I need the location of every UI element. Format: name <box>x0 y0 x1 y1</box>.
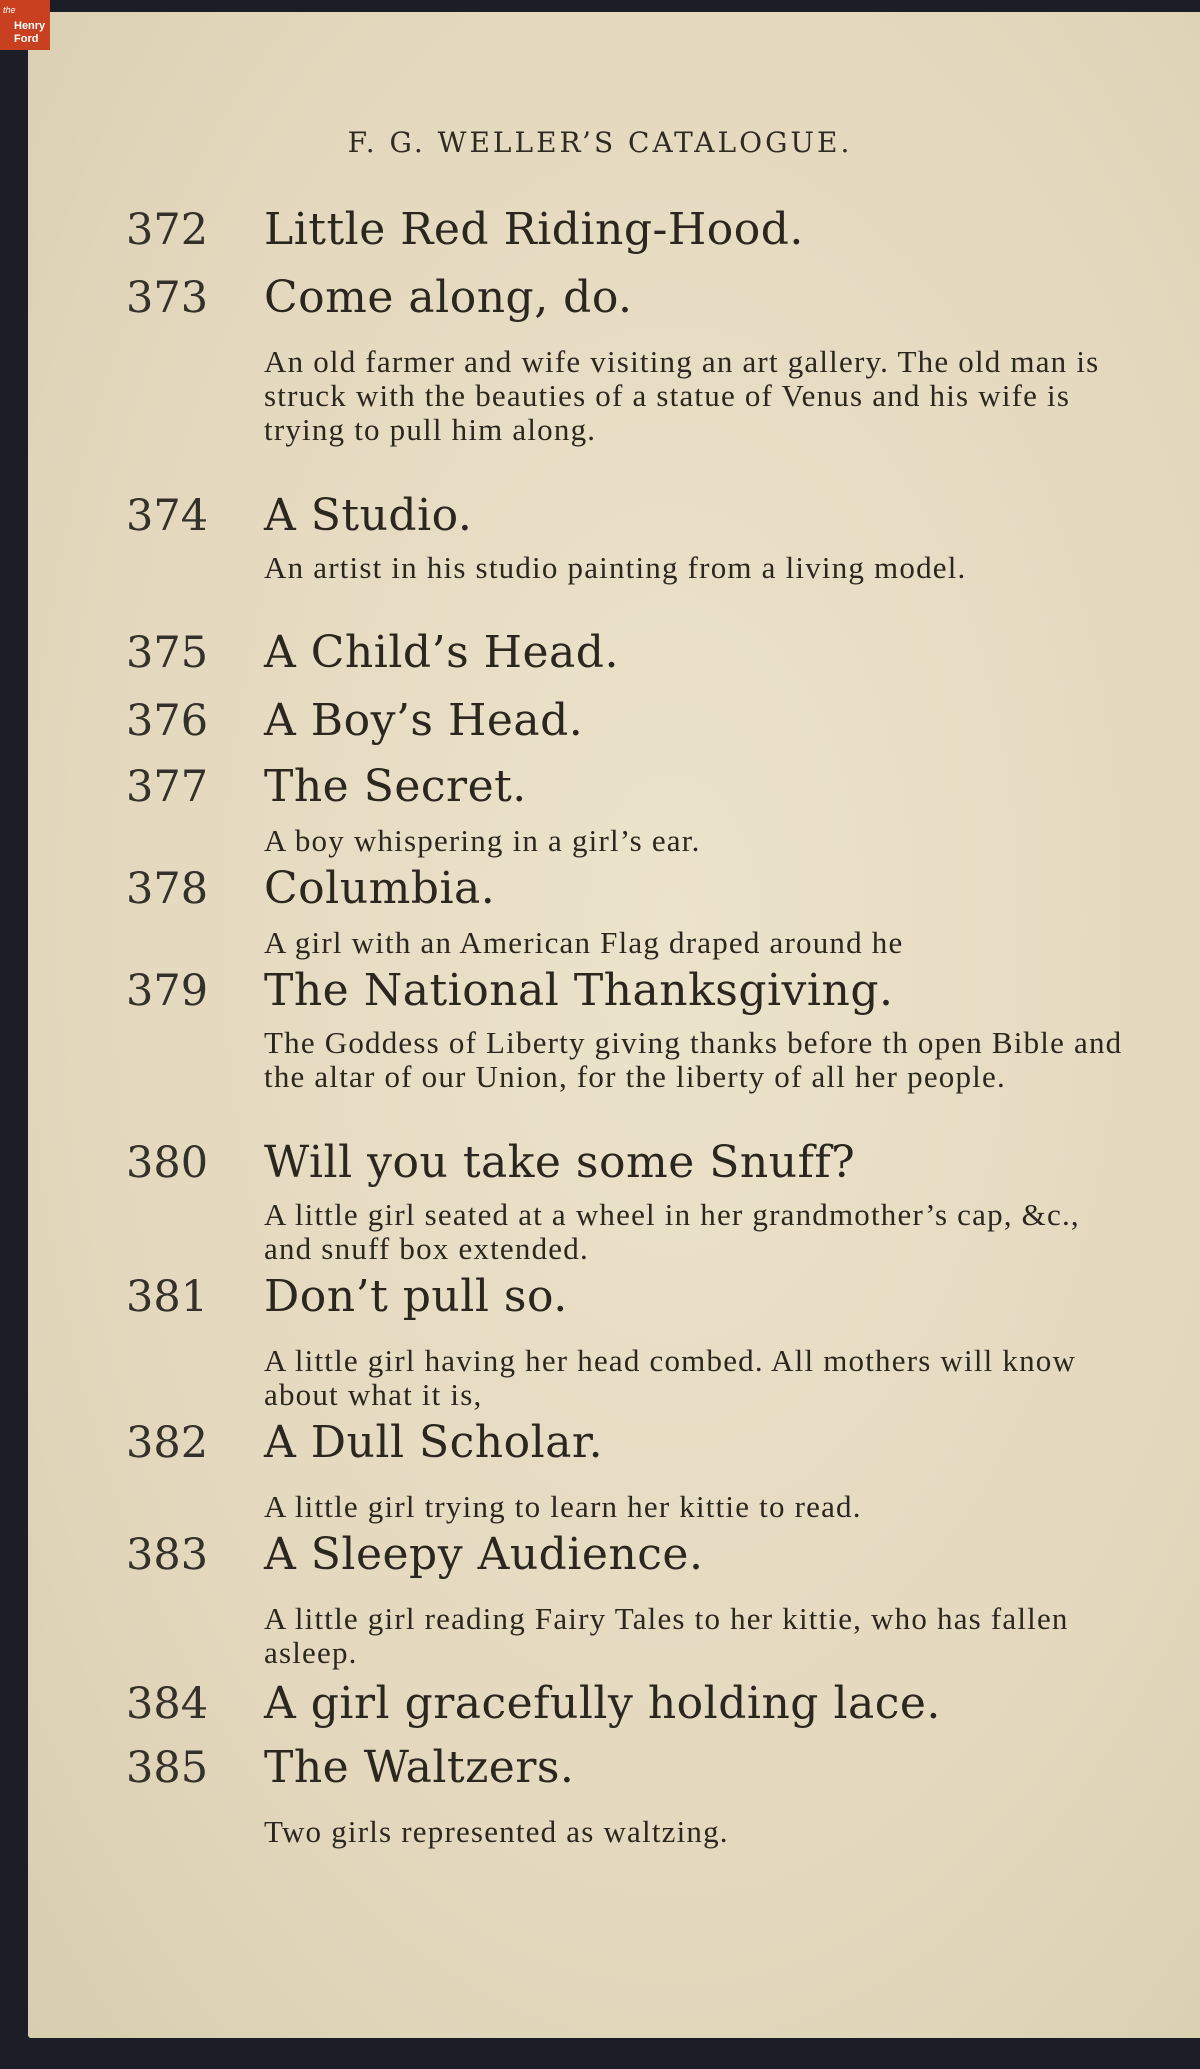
entry-number: 377 <box>126 762 209 812</box>
entry-description: Two girls represented as waltzing. <box>264 1814 729 1849</box>
entry-number: 383 <box>126 1530 209 1580</box>
entry-number: 376 <box>126 696 209 746</box>
entry-title: Columbia. <box>264 863 496 914</box>
entry-number: 373 <box>126 273 209 323</box>
entry-number: 384 <box>126 1679 209 1729</box>
entry-title: A girl gracefully holding lace. <box>264 1678 941 1729</box>
entry-number: 375 <box>126 628 209 678</box>
entry-description: A little girl seated at a wheel in her grandmother’s cap, &c., and snuff box extended. <box>264 1197 1080 1266</box>
logo-text-the: the <box>3 5 16 15</box>
entry-number: 379 <box>126 966 209 1016</box>
entry-description: A little girl trying to learn her kittie to read. <box>264 1489 862 1524</box>
logo-text-henry: Henry <box>14 20 46 32</box>
entry-number: 378 <box>126 864 209 914</box>
entry-number: 374 <box>126 491 209 541</box>
entry-number: 382 <box>126 1418 209 1468</box>
entry-number: 381 <box>126 1272 209 1322</box>
entry-number: 380 <box>126 1138 209 1188</box>
entry-title: A Dull Scholar. <box>264 1417 604 1468</box>
entry-title: Don’t pull so. <box>264 1271 568 1322</box>
logo-text-ford: Ford <box>14 33 39 45</box>
entry-description: An old farmer and wife visiting an art gallery. The old man is struck with the beauties of a statue of Venus and his wife is trying to pull him along. <box>264 344 1100 447</box>
entry-title: The Secret. <box>264 761 527 812</box>
entry-number: 372 <box>126 205 209 255</box>
entry-title: The National Thanksgiving. <box>264 965 894 1016</box>
entry-description: A little girl having her head combed. All mothers will know about what it is, <box>264 1343 1077 1412</box>
entry-title: A Boy’s Head. <box>264 695 584 746</box>
entry-title: Little Red Riding-Hood. <box>264 204 804 255</box>
henry-ford-logo <box>0 0 50 50</box>
entry-title: Come along, do. <box>264 272 633 323</box>
entry-description: The Goddess of Liberty giving thanks before th open Bible and the altar of our Union, for the liberty of all her people. <box>264 1025 1123 1094</box>
entry-title: The Waltzers. <box>264 1742 575 1793</box>
entry-description: A boy whispering in a girl’s ear. <box>264 823 701 858</box>
entry-description: A little girl reading Fairy Tales to her kittie, who has fallen asleep. <box>264 1601 1069 1670</box>
page-header: F. G. WELLER’S CATALOGUE. <box>347 126 853 159</box>
entry-description: A girl with an American Flag draped around he <box>264 925 904 960</box>
entry-title: Will you take some Snuff? <box>264 1137 856 1188</box>
entry-title: A Studio. <box>264 490 473 541</box>
entry-title: A Sleepy Audience. <box>264 1529 704 1580</box>
entry-title: A Child’s Head. <box>264 627 619 678</box>
entry-number: 385 <box>126 1743 209 1793</box>
entry-description: An artist in his studio painting from a living model. <box>264 550 967 585</box>
